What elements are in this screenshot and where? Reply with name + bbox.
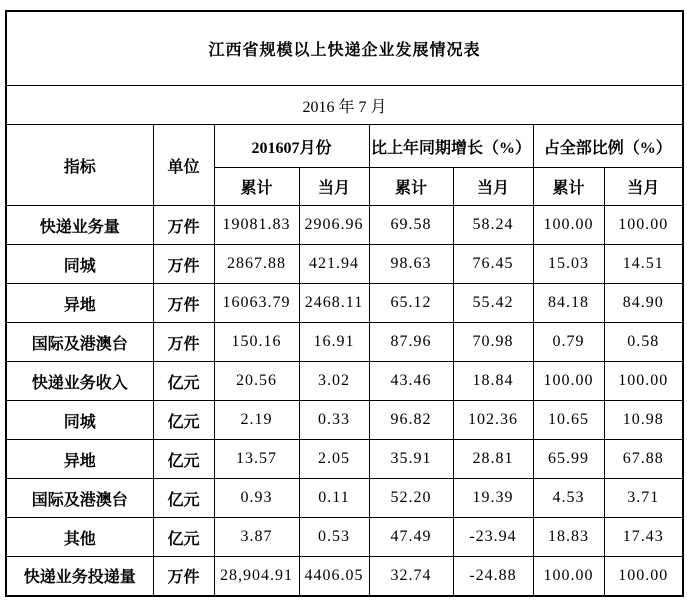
- unit-cell: 亿元: [153, 479, 214, 518]
- value-cell: 102.36: [453, 401, 533, 440]
- value-cell: 28,904.91: [214, 557, 299, 596]
- table-row: [6, 557, 683, 596]
- value-cell: 2867.88: [214, 245, 299, 284]
- col-group-header-month: 201607月份: [214, 125, 369, 168]
- col-subheader-cumulative: 累计: [369, 168, 453, 206]
- unit-cell: 万件: [153, 284, 214, 323]
- value-cell: 2.05: [299, 440, 369, 479]
- value-cell: 100.00: [604, 362, 683, 401]
- value-cell: 19.39: [453, 479, 533, 518]
- value-cell: 421.94: [299, 245, 369, 284]
- value-cell: 65.12: [369, 284, 453, 323]
- value-cell: 76.45: [453, 245, 533, 284]
- value-cell: 100.00: [604, 557, 683, 596]
- value-cell: 55.42: [453, 284, 533, 323]
- table-row: [6, 245, 683, 284]
- indicator-cell: 快递业务量: [6, 206, 153, 245]
- period-label: 2016 年 7 月: [6, 86, 683, 125]
- unit-cell: 万件: [153, 557, 214, 596]
- value-cell: 16.91: [299, 323, 369, 362]
- col-subheader-current-month: 当月: [604, 168, 683, 206]
- value-cell: 65.99: [533, 440, 604, 479]
- value-cell: -23.94: [453, 518, 533, 557]
- table-row: [6, 401, 683, 440]
- col-header-indicator: 指标: [6, 125, 153, 206]
- unit-cell: 亿元: [153, 362, 214, 401]
- value-cell: 52.20: [369, 479, 453, 518]
- indicator-cell: 异地: [6, 284, 153, 323]
- value-cell: 17.43: [604, 518, 683, 557]
- col-group-header-growth: 比上年同期增长（%）: [369, 125, 533, 168]
- value-cell: 84.90: [604, 284, 683, 323]
- table-row: [6, 479, 683, 518]
- indicator-cell: 其他: [6, 518, 153, 557]
- col-subheader-current-month: 当月: [299, 168, 369, 206]
- value-cell: 3.02: [299, 362, 369, 401]
- value-cell: 28.81: [453, 440, 533, 479]
- value-cell: 84.18: [533, 284, 604, 323]
- value-cell: 0.33: [299, 401, 369, 440]
- indicator-cell: 同城: [6, 401, 153, 440]
- value-cell: 67.88: [604, 440, 683, 479]
- value-cell: 4.53: [533, 479, 604, 518]
- indicator-cell: 快递业务收入: [6, 362, 153, 401]
- value-cell: 100.00: [604, 206, 683, 245]
- value-cell: 0.11: [299, 479, 369, 518]
- value-cell: 150.16: [214, 323, 299, 362]
- indicator-cell: 同城: [6, 245, 153, 284]
- value-cell: 98.63: [369, 245, 453, 284]
- col-subheader-current-month: 当月: [453, 168, 533, 206]
- period-row: [6, 86, 683, 125]
- table-row: [6, 518, 683, 557]
- value-cell: 100.00: [533, 206, 604, 245]
- unit-cell: 万件: [153, 245, 214, 284]
- indicator-cell: 快递业务投递量: [6, 557, 153, 596]
- indicator-cell: 异地: [6, 440, 153, 479]
- unit-cell: 亿元: [153, 401, 214, 440]
- value-cell: 3.71: [604, 479, 683, 518]
- col-group-header-share: 占全部比例（%）: [533, 125, 683, 168]
- value-cell: 10.65: [533, 401, 604, 440]
- unit-cell: 万件: [153, 323, 214, 362]
- value-cell: 14.51: [604, 245, 683, 284]
- table-title: 江西省规模以上快递企业发展情况表: [6, 11, 683, 86]
- title-row: [6, 11, 683, 86]
- value-cell: 15.03: [533, 245, 604, 284]
- value-cell: 43.46: [369, 362, 453, 401]
- col-header-unit: 单位: [153, 125, 214, 206]
- value-cell: 69.58: [369, 206, 453, 245]
- value-cell: 0.79: [533, 323, 604, 362]
- value-cell: 2468.11: [299, 284, 369, 323]
- indicator-cell: 国际及港澳台: [6, 479, 153, 518]
- col-subheader-cumulative: 累计: [533, 168, 604, 206]
- value-cell: 3.87: [214, 518, 299, 557]
- value-cell: 58.24: [453, 206, 533, 245]
- value-cell: 20.56: [214, 362, 299, 401]
- table-row: [6, 206, 683, 245]
- value-cell: 16063.79: [214, 284, 299, 323]
- value-cell: 18.84: [453, 362, 533, 401]
- value-cell: 2906.96: [299, 206, 369, 245]
- table-row: [6, 362, 683, 401]
- value-cell: 2.19: [214, 401, 299, 440]
- table-row: [6, 284, 683, 323]
- value-cell: 0.53: [299, 518, 369, 557]
- value-cell: 4406.05: [299, 557, 369, 596]
- unit-cell: 万件: [153, 206, 214, 245]
- value-cell: 0.58: [604, 323, 683, 362]
- indicator-cell: 国际及港澳台: [6, 323, 153, 362]
- value-cell: 47.49: [369, 518, 453, 557]
- value-cell: 10.98: [604, 401, 683, 440]
- value-cell: 100.00: [533, 362, 604, 401]
- value-cell: 19081.83: [214, 206, 299, 245]
- value-cell: 13.57: [214, 440, 299, 479]
- value-cell: 0.93: [214, 479, 299, 518]
- unit-cell: 亿元: [153, 518, 214, 557]
- table-row: [6, 440, 683, 479]
- value-cell: 35.91: [369, 440, 453, 479]
- unit-cell: 亿元: [153, 440, 214, 479]
- value-cell: 87.96: [369, 323, 453, 362]
- value-cell: 32.74: [369, 557, 453, 596]
- value-cell: 100.00: [533, 557, 604, 596]
- table-row: [6, 323, 683, 362]
- statistics-table: [5, 10, 684, 597]
- value-cell: 18.83: [533, 518, 604, 557]
- header-row-groups: [6, 125, 683, 168]
- value-cell: 96.82: [369, 401, 453, 440]
- value-cell: 70.98: [453, 323, 533, 362]
- col-subheader-cumulative: 累计: [214, 168, 299, 206]
- value-cell: -24.88: [453, 557, 533, 596]
